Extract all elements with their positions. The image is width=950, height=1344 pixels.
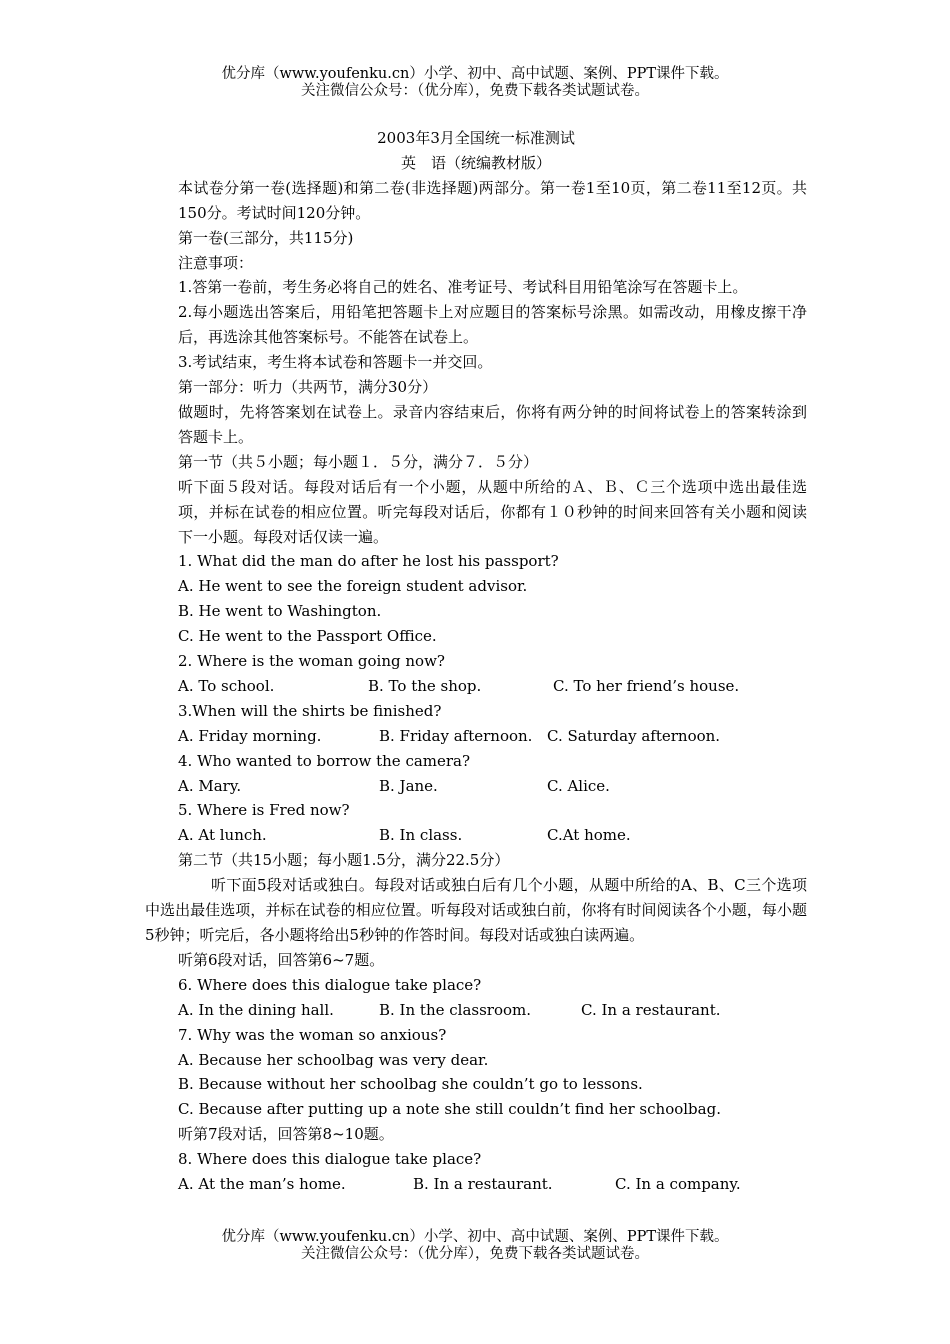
option-a: A. Mary.	[178, 776, 242, 795]
part-1-description: 做题时，先将答案划在试卷上。录音内容结束后，你将有两分钟的时间将试卷上的答案转涂到答题卡上。	[178, 402, 807, 446]
question-1-option-a: A. He went to see the foreign student advisor.	[178, 577, 528, 596]
option-a: A. Friday morning.	[178, 726, 322, 745]
notice-item: 2.每小题选出答案后，用铅笔把答题卡上对应题目的答案标号涂黑。如需改动，用橡皮擦干净后，再选涂其他答案标号。不能答在试卷上。	[178, 303, 807, 347]
question-8-options	[145, 1172, 807, 1197]
question-3: 3.When will the shirts be finished?	[178, 701, 442, 720]
exam-title: 2003年3月全国统一标准测试	[377, 129, 575, 147]
option-b: B. Friday afternoon.	[379, 726, 533, 745]
volume-1-heading: 第一卷(三部分，共115分)	[178, 228, 354, 247]
question-4-options	[145, 774, 807, 799]
document-body	[145, 126, 807, 1197]
question-7: 7. Why was the woman so anxious?	[178, 1025, 447, 1044]
section-1-description: 听下面５段对话。每段对话后有一个小题，从题中所给的Ａ、Ｂ、Ｃ三个选项中选出最佳选项，并标在试卷的相应位置。听完每段对话后，你都有１０秒钟的时间来回答有关小题和阅读下一小题。每段对话仅读一遍。	[178, 477, 807, 546]
option-b: B. In class.	[379, 826, 463, 845]
option-a: A. At lunch.	[178, 826, 267, 845]
section-1-heading: 第一节（共５小题；每小题１．５分，满分７．５分）	[178, 452, 539, 471]
option-a: A. To school.	[178, 676, 275, 695]
question-1-option-c: C. He went to the Passport Office.	[178, 627, 437, 646]
question-7-option-a: A. Because her schoolbag was very dear.	[178, 1050, 489, 1069]
question-7-option-b: B. Because without her schoolbag she couldn’t go to lessons.	[178, 1075, 643, 1094]
footer-line-2: 关注微信公众号：（优分库），免费下载各类试题试卷。	[301, 1246, 649, 1262]
question-1-option-b: B. He went to Washington.	[178, 602, 382, 621]
question-5: 5. Where is Fred now?	[178, 801, 350, 820]
notice-item: 3.考试结束，考生将本试卷和答题卡一并交回。	[178, 353, 493, 372]
question-2: 2. Where is the woman going now?	[178, 652, 445, 671]
header-line-2: 关注微信公众号：（优分库），免费下载各类试题试卷。	[301, 83, 649, 99]
option-b: B. To the shop.	[368, 676, 482, 695]
question-1: 1. What did the man do after he lost his passport?	[178, 552, 559, 571]
dialogue-7-instruction: 听第7段对话，回答第8~10题。	[178, 1125, 394, 1144]
notice-title: 注意事项：	[178, 253, 254, 272]
question-5-options	[145, 823, 807, 848]
option-c: C. Saturday afternoon.	[547, 726, 721, 745]
section-2-description: 听下面5段对话或独白。每段对话或独白后有几个小题，从题中所给的A、B、C三个选项中选出最佳选项，并标在试卷的相应位置。听每段对话或独白前，你将有时间阅读各个小题，每小题5秒钟；听完后，各小题将给出5秒钟的作答时间。每段对话或独白读两遍。	[145, 876, 807, 944]
option-c: C. Alice.	[547, 776, 610, 795]
dialogue-6-instruction: 听第6段对话，回答第6~7题。	[178, 950, 385, 969]
question-7-option-c: C. Because after putting up a note she still couldn’t find her schoolbag.	[178, 1100, 721, 1119]
option-b: B. In a restaurant.	[413, 1175, 553, 1194]
footer-line-1: 优分库（www.youfenku.cn）小学、初中、高中试题、案例、PPT课件下载。	[221, 1229, 729, 1245]
question-2-options	[145, 674, 807, 699]
part-1-heading: 第一部分：听力（共两节，满分30分）	[178, 378, 438, 397]
question-6: 6. Where does this dialogue take place?	[178, 975, 482, 994]
question-3-options	[145, 724, 807, 749]
intro-paragraph: 本试卷分第一卷(选择题)和第二卷(非选择题)两部分。第一卷1至10页，第二卷11至12页。共150分。考试时间120分钟。	[178, 178, 807, 222]
option-b: B. Jane.	[379, 776, 438, 795]
question-8: 8. Where does this dialogue take place?	[178, 1150, 482, 1169]
header-line-1: 优分库（www.youfenku.cn）小学、初中、高中试题、案例、PPT课件下载。	[221, 66, 729, 82]
option-c: C. In a company.	[615, 1175, 741, 1194]
notice-item: 1.答第一卷前，考生务必将自己的姓名、准考证号、考试科目用铅笔涂写在答题卡上。	[178, 278, 748, 297]
option-a: A. In the dining hall.	[178, 1000, 334, 1019]
question-4: 4. Who wanted to borrow the camera?	[178, 751, 471, 770]
page-footer	[0, 1229, 950, 1263]
page-header	[0, 66, 950, 100]
option-b: B. In the classroom.	[379, 1000, 532, 1019]
option-c: C.At home.	[547, 826, 631, 845]
question-6-options	[145, 998, 807, 1023]
section-2-heading: 第二节（共15小题；每小题1.5分，满分22.5分）	[178, 851, 510, 870]
exam-subtitle: 英 语（统编教材版）	[400, 153, 551, 172]
option-c: C. In a restaurant.	[581, 1000, 721, 1019]
option-c: C. To her friend’s house.	[553, 676, 740, 695]
option-a: A. At the man’s home.	[178, 1175, 346, 1194]
